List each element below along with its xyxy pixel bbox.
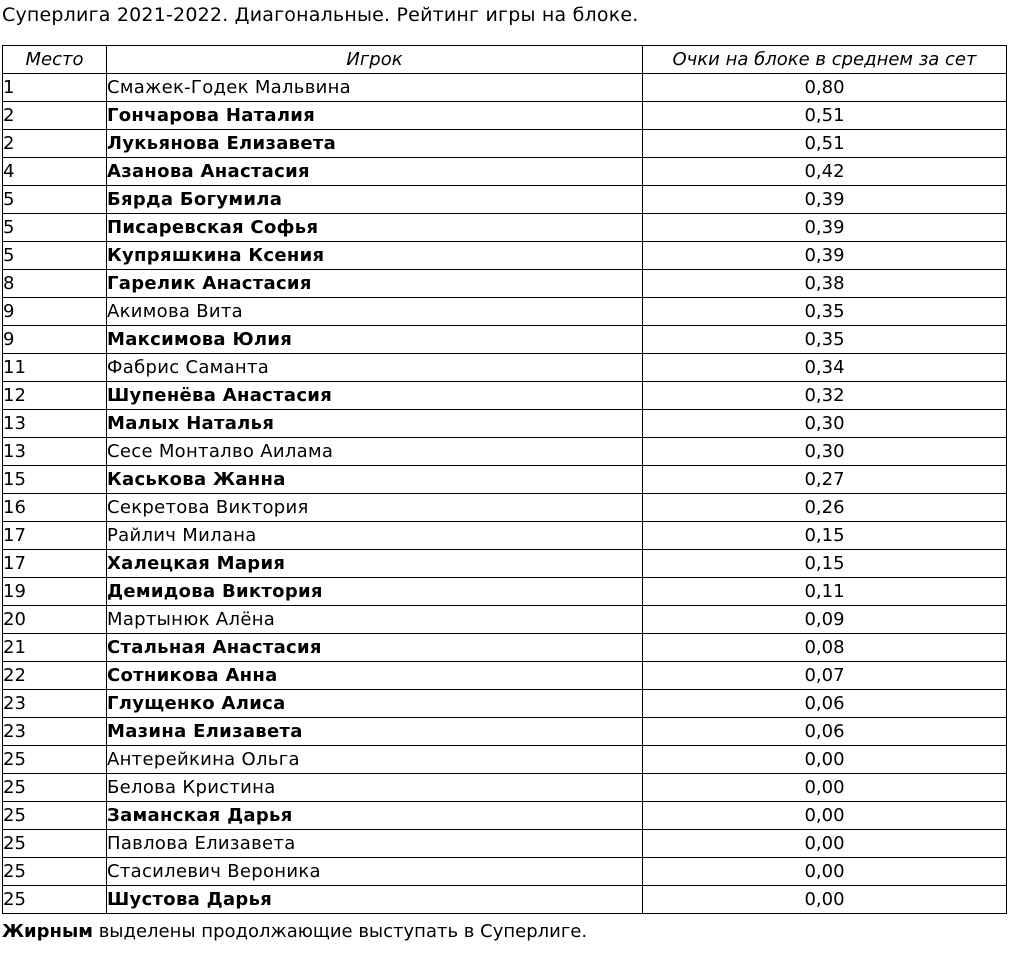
cell-block-points: 0,30: [643, 438, 1007, 466]
table-row: [3, 74, 1007, 102]
cell-player-name: Глущенко Алиса: [107, 690, 643, 718]
cell-player-name: Райлич Милана: [107, 522, 643, 550]
cell-place: 11: [3, 354, 107, 382]
table-row: [3, 354, 1007, 382]
cell-player-name: Фабрис Саманта: [107, 354, 643, 382]
table-row: [3, 690, 1007, 718]
cell-place: 19: [3, 578, 107, 606]
table-row: [3, 158, 1007, 186]
table-row: [3, 634, 1007, 662]
table-row: [3, 438, 1007, 466]
cell-place: 25: [3, 858, 107, 886]
table-row: [3, 830, 1007, 858]
cell-player-name: Мартынюк Алёна: [107, 606, 643, 634]
table-row: [3, 662, 1007, 690]
cell-player-name: Стасилевич Вероника: [107, 858, 643, 886]
cell-place: 23: [3, 690, 107, 718]
cell-player-name: Мазина Елизавета: [107, 718, 643, 746]
table-row: [3, 550, 1007, 578]
cell-player-name: Павлова Елизавета: [107, 830, 643, 858]
table-row: [3, 886, 1007, 914]
table-row: [3, 606, 1007, 634]
cell-place: 4: [3, 158, 107, 186]
cell-place: 25: [3, 746, 107, 774]
cell-block-points: 0,15: [643, 550, 1007, 578]
cell-block-points: 0,15: [643, 522, 1007, 550]
cell-player-name: Купряшкина Ксения: [107, 242, 643, 270]
cell-player-name: Шупенёва Анастасия: [107, 382, 643, 410]
table-row: [3, 298, 1007, 326]
footnote-bold: Жирным: [2, 921, 93, 942]
cell-player-name: Белова Кристина: [107, 774, 643, 802]
cell-block-points: 0,00: [643, 858, 1007, 886]
cell-block-points: 0,39: [643, 214, 1007, 242]
cell-block-points: 0,08: [643, 634, 1007, 662]
cell-player-name: Бярда Богумила: [107, 186, 643, 214]
table-row: [3, 382, 1007, 410]
cell-player-name: Гарелик Анастасия: [107, 270, 643, 298]
cell-place: 2: [3, 130, 107, 158]
cell-place: 25: [3, 802, 107, 830]
cell-block-points: 0,32: [643, 382, 1007, 410]
cell-place: 25: [3, 886, 107, 914]
table-row: [3, 578, 1007, 606]
cell-block-points: 0,27: [643, 466, 1007, 494]
cell-place: 17: [3, 550, 107, 578]
cell-place: 5: [3, 242, 107, 270]
table-row: [3, 466, 1007, 494]
table-row: [3, 270, 1007, 298]
cell-place: 13: [3, 410, 107, 438]
table-header-row: [3, 46, 1007, 74]
cell-player-name: Заманская Дарья: [107, 802, 643, 830]
table-row: [3, 214, 1007, 242]
cell-block-points: 0,42: [643, 158, 1007, 186]
cell-block-points: 0,00: [643, 746, 1007, 774]
cell-place: 22: [3, 662, 107, 690]
cell-block-points: 0,51: [643, 102, 1007, 130]
cell-player-name: Лукьянова Елизавета: [107, 130, 643, 158]
cell-block-points: 0,09: [643, 606, 1007, 634]
cell-block-points: 0,07: [643, 662, 1007, 690]
footnote: [2, 920, 587, 944]
cell-block-points: 0,26: [643, 494, 1007, 522]
cell-player-name: Шустова Дарья: [107, 886, 643, 914]
cell-place: 16: [3, 494, 107, 522]
table-row: [3, 102, 1007, 130]
table-row: [3, 494, 1007, 522]
table-row: [3, 130, 1007, 158]
table-row: [3, 718, 1007, 746]
cell-place: 15: [3, 466, 107, 494]
table-row: [3, 186, 1007, 214]
header-block-points: Очки на блоке в среднем за сет: [643, 46, 1007, 74]
table-row: [3, 858, 1007, 886]
cell-player-name: Гончарова Наталия: [107, 102, 643, 130]
table-body: [3, 74, 1007, 914]
table-row: [3, 242, 1007, 270]
cell-place: 5: [3, 186, 107, 214]
cell-place: 12: [3, 382, 107, 410]
cell-block-points: 0,30: [643, 410, 1007, 438]
page-title: Суперлига 2021-2022. Диагональные. Рейтинг игры на блоке.: [2, 4, 639, 26]
cell-place: 1: [3, 74, 107, 102]
cell-block-points: 0,39: [643, 242, 1007, 270]
cell-block-points: 0,51: [643, 130, 1007, 158]
cell-place: 25: [3, 774, 107, 802]
cell-player-name: Стальная Анастасия: [107, 634, 643, 662]
table-row: [3, 746, 1007, 774]
cell-player-name: Халецкая Мария: [107, 550, 643, 578]
cell-place: 21: [3, 634, 107, 662]
cell-player-name: Секретова Виктория: [107, 494, 643, 522]
cell-place: 17: [3, 522, 107, 550]
cell-player-name: Малых Наталья: [107, 410, 643, 438]
cell-block-points: 0,06: [643, 718, 1007, 746]
cell-player-name: Смажек-Годек Мальвина: [107, 74, 643, 102]
cell-player-name: Максимова Юлия: [107, 326, 643, 354]
cell-place: 20: [3, 606, 107, 634]
cell-place: 2: [3, 102, 107, 130]
cell-player-name: Каськова Жанна: [107, 466, 643, 494]
table-row: [3, 326, 1007, 354]
cell-block-points: 0,06: [643, 690, 1007, 718]
cell-place: 13: [3, 438, 107, 466]
cell-block-points: 0,35: [643, 298, 1007, 326]
header-place: Место: [3, 46, 107, 74]
cell-block-points: 0,39: [643, 186, 1007, 214]
cell-block-points: 0,00: [643, 886, 1007, 914]
cell-block-points: 0,11: [643, 578, 1007, 606]
table-row: [3, 802, 1007, 830]
cell-block-points: 0,00: [643, 830, 1007, 858]
cell-place: 25: [3, 830, 107, 858]
cell-block-points: 0,38: [643, 270, 1007, 298]
cell-place: 9: [3, 326, 107, 354]
header-player: Игрок: [107, 46, 643, 74]
cell-player-name: Сотникова Анна: [107, 662, 643, 690]
table-row: [3, 410, 1007, 438]
cell-place: 8: [3, 270, 107, 298]
cell-block-points: 0,00: [643, 774, 1007, 802]
table-row: [3, 522, 1007, 550]
cell-player-name: Сесе Монталво Аилама: [107, 438, 643, 466]
cell-place: 5: [3, 214, 107, 242]
cell-block-points: 0,80: [643, 74, 1007, 102]
cell-player-name: Акимова Вита: [107, 298, 643, 326]
cell-player-name: Азанова Анастасия: [107, 158, 643, 186]
cell-block-points: 0,00: [643, 802, 1007, 830]
cell-place: 23: [3, 718, 107, 746]
cell-player-name: Антерейкина Ольга: [107, 746, 643, 774]
footnote-text: выделены продолжающие выступать в Суперлиге.: [92, 921, 588, 942]
cell-block-points: 0,34: [643, 354, 1007, 382]
cell-block-points: 0,35: [643, 326, 1007, 354]
table-row: [3, 774, 1007, 802]
cell-player-name: Демидова Виктория: [107, 578, 643, 606]
cell-place: 9: [3, 298, 107, 326]
rating-table: [2, 45, 1007, 914]
cell-player-name: Писаревская Софья: [107, 214, 643, 242]
